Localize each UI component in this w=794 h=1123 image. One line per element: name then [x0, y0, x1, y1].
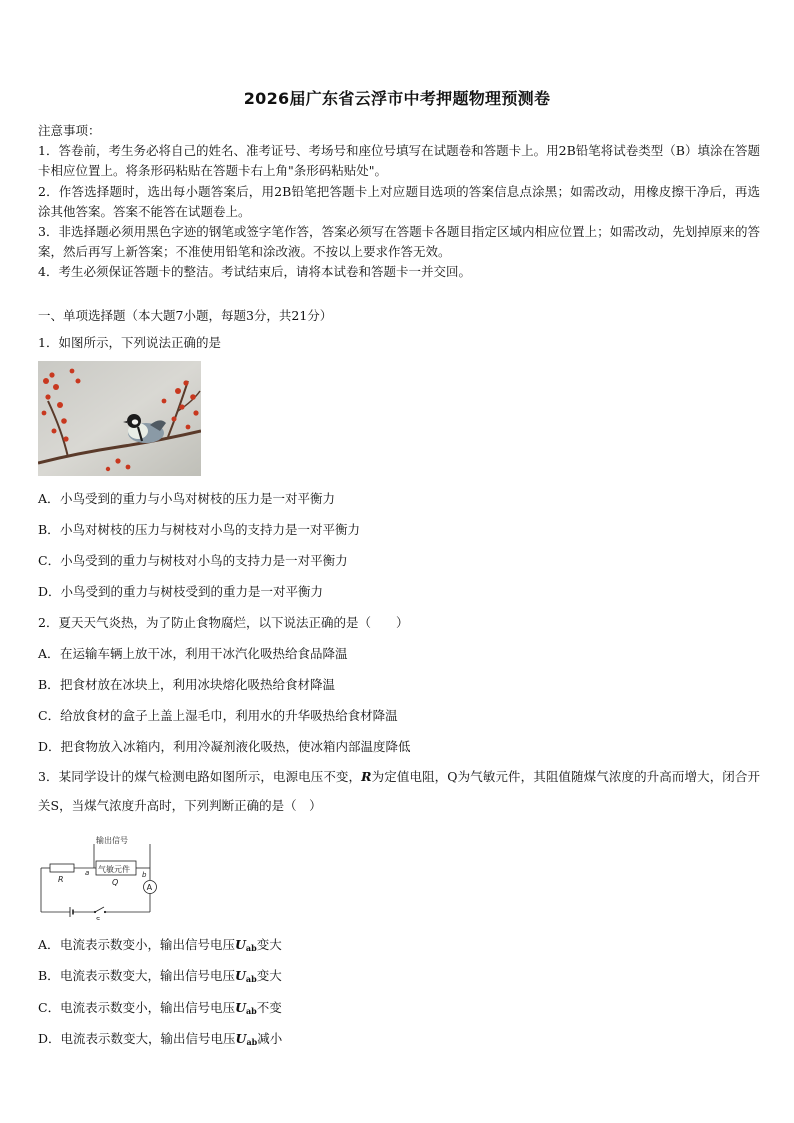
option-text: 不变 — [256, 1000, 282, 1015]
switch-icon — [95, 907, 104, 912]
option-text: 小鸟受到的重力与树枝对小鸟的支持力是一对平衡力 — [60, 553, 348, 568]
option-label: D． — [38, 1031, 61, 1046]
bird-on-branch-image — [38, 361, 201, 476]
notice-item: 3．非选择题必须用黑色字迹的钢笔或签字笔作答，答案必须写在答题卡各题目指定区域内相应位置上；如需改动，先划掉原来的答案，然后再写上新答案；不准使用铅笔和涂改液。不按以上要求作答无效。 — [38, 224, 760, 260]
notice-item: 4．考生必须保证答题卡的整洁。考试结束后，请将本试卷和答题卡一并交回。 — [38, 264, 471, 280]
option-text: 变大 — [256, 937, 282, 952]
q2-option-a — [38, 644, 348, 662]
voltage-subscript: ab — [246, 1037, 258, 1047]
option-label: D． — [38, 739, 61, 754]
option-text: 小鸟对树枝的压力与树枝对小鸟的支持力是一对平衡力 — [60, 522, 361, 537]
q3-option-c — [38, 998, 282, 1016]
voltage-symbol: U — [235, 1031, 247, 1046]
q2-option-b — [38, 675, 335, 693]
option-text: 电流表示数变小，输出信号电压 — [60, 1000, 236, 1015]
option-label: C． — [38, 1000, 61, 1015]
node-b-label: b — [142, 871, 147, 879]
q1-option-d — [38, 582, 323, 600]
option-text: 电流表示数变大，输出信号电压 — [60, 1031, 236, 1046]
voltage-symbol: U — [235, 1000, 246, 1015]
q1-option-c — [38, 551, 348, 569]
option-text: 在运输车辆上放干冰，利用干冰汽化吸热给食品降温 — [60, 646, 348, 661]
q3-option-a — [38, 935, 282, 953]
option-text: 电流表示数变小，输出信号电压 — [60, 937, 236, 952]
sensor-q-label: Q — [112, 878, 119, 887]
option-text: 把食物放入冰箱内，利用冷凝剂液化吸热，使冰箱内部温度降低 — [60, 739, 411, 754]
option-text: 给放食材的盒子上盖上湿毛巾，利用水的升华吸热给食材降温 — [60, 708, 398, 723]
option-label: B． — [38, 968, 60, 983]
option-text: 减小 — [257, 1031, 283, 1046]
q3-option-b — [38, 966, 282, 984]
gas-sensor-label: 气敏元件 — [98, 865, 130, 874]
section-heading: 一、单项选择题（本大题7小题，每题3分，共21分） — [38, 308, 333, 323]
option-label: C． — [38, 553, 61, 568]
option-label: C． — [38, 708, 61, 723]
notice-item: 1．答卷前，考生务必将自己的姓名、准考证号、考场号和座位号填写在试题卷和答题卡上。用2B铅笔将试卷类型（B）填涂在答题卡相应位置上。将条形码粘贴在答题卡右上角"条形码粘贴处"。 — [38, 143, 760, 179]
option-label: D． — [38, 584, 61, 599]
resistor-r-label: R — [58, 875, 64, 884]
option-label: B． — [38, 522, 60, 537]
q3-option-d — [38, 1029, 282, 1047]
q1-option-b — [38, 520, 360, 538]
voltage-symbol: U — [235, 968, 246, 983]
question-3-stem — [38, 762, 760, 820]
question-2-stem: 2．夏天天气炎热，为了防止食物腐烂，以下说法正确的是（ ） — [38, 615, 409, 630]
voltage-symbol: U — [235, 937, 246, 952]
voltage-subscript: ab — [245, 943, 257, 953]
option-text: 变大 — [256, 968, 282, 983]
notice-block — [38, 121, 760, 283]
option-text: 电流表示数变大，输出信号电压 — [60, 968, 236, 983]
output-signal-label: 输出信号 — [96, 836, 128, 845]
notice-item: 2．作答选择题时，选出每小题答案后，用2B铅笔把答题卡上对应题目选项的答案信息点涂黑；如需改动，用橡皮擦干净后，再选涂其他答案。答案不能答在试题卷上。 — [38, 183, 760, 219]
notice-heading: 注意事项： — [38, 123, 101, 138]
q1-option-a — [38, 489, 335, 507]
q2-option-c — [38, 706, 398, 724]
voltage-subscript: ab — [245, 974, 257, 984]
node-a-label: a — [85, 869, 90, 877]
q2-option-d — [38, 737, 411, 755]
q3-stem-part-b: 为定值电阻，Q为气敏元件，其阻值随煤气浓度的升高而增大，闭合开关S，当煤气浓度升高时，下列判断正确的是（ ） — [38, 769, 761, 813]
page-title: 2026届广东省云浮市中考押题物理预测卷 — [243, 89, 551, 108]
option-text: 把食材放在冰块上，利用冰块熔化吸热给食材降温 — [60, 677, 336, 692]
q3-symbol-r: R — [361, 769, 372, 784]
option-label: A． — [38, 491, 60, 506]
q3-stem-part-a: 3．某同学设计的煤气检测电路如图所示，电源电压不变， — [38, 769, 362, 784]
option-label: A． — [38, 937, 60, 952]
voltage-subscript: ab — [246, 1006, 257, 1016]
gas-detector-circuit-diagram — [38, 830, 162, 920]
option-label: B． — [38, 677, 60, 692]
ammeter-label: A — [146, 883, 153, 892]
question-1-stem: 1．如图所示，下列说法正确的是 — [38, 335, 221, 350]
option-text: 小鸟受到的重力与小鸟对树枝的压力是一对平衡力 — [60, 491, 336, 506]
switch-s-label: S — [96, 916, 101, 920]
option-label: A． — [38, 646, 60, 661]
option-text: 小鸟受到的重力与树枝受到的重力是一对平衡力 — [60, 584, 324, 599]
